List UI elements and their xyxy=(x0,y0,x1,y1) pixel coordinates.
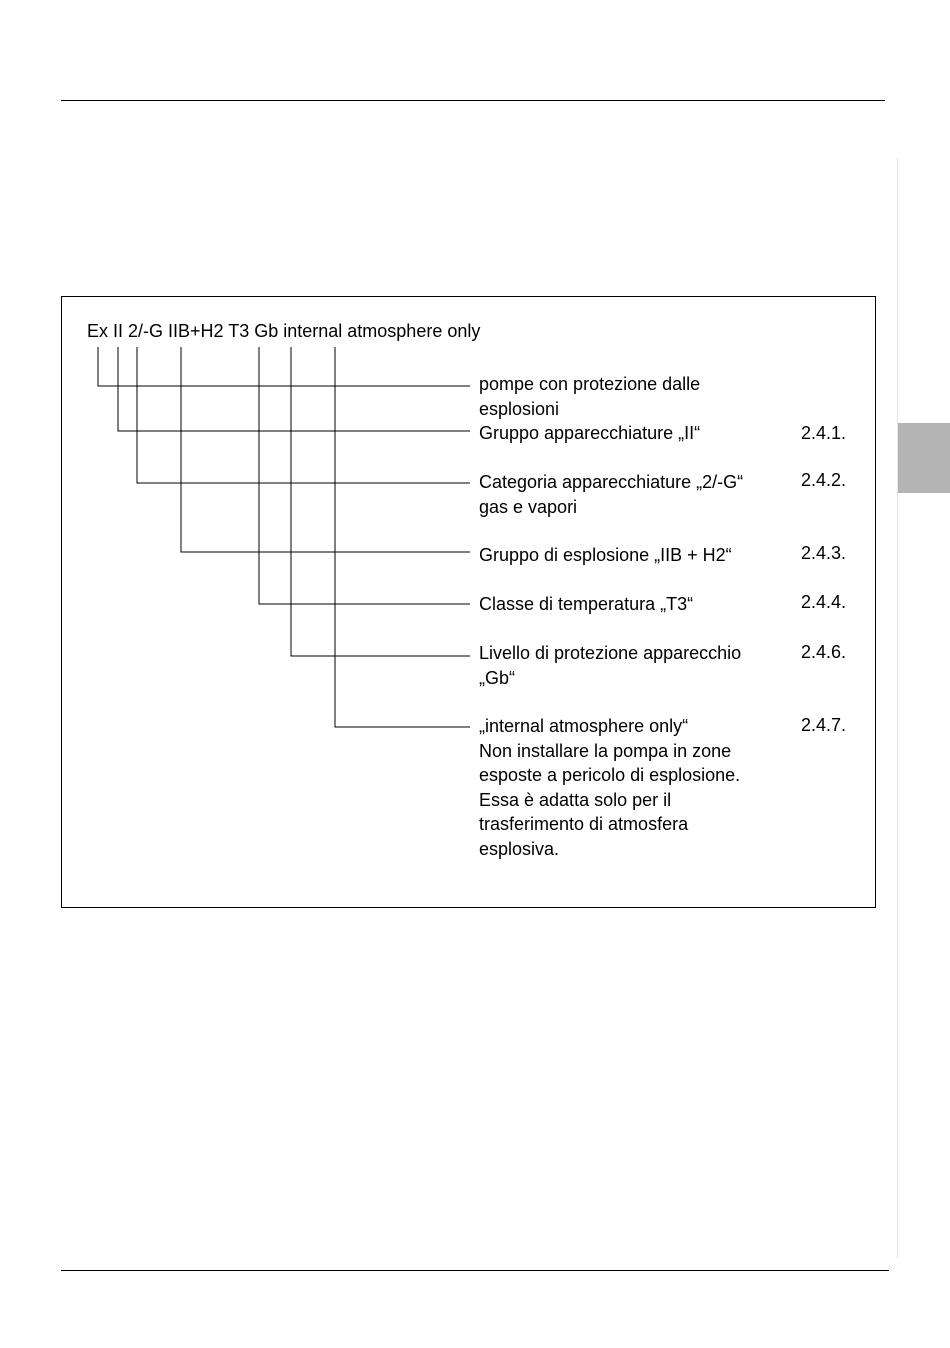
entry-line: esplosioni xyxy=(479,398,560,419)
entry-line: Categoria apparecchiature „2/-G“ xyxy=(479,472,744,492)
section-reference: 2.4.6. xyxy=(801,642,847,662)
entry-description xyxy=(479,592,789,617)
connector-category xyxy=(137,347,470,483)
entry-line: Livello di protezione apparecchio xyxy=(479,643,742,663)
section-reference: 2.4.4. xyxy=(801,592,847,612)
section-reference: 2.4.7. xyxy=(801,715,847,735)
entry-line: Gruppo di esplosione „IIB + H2“ xyxy=(479,545,732,565)
footer-rule xyxy=(61,1270,889,1271)
entry-description xyxy=(479,372,789,421)
entry-line: pompe con protezione dalle xyxy=(479,374,701,394)
section-reference: 2.4.1. xyxy=(801,423,847,443)
entry-description xyxy=(479,543,789,568)
entry-line: Gruppo apparecchiature „II“ xyxy=(479,423,701,443)
entry-line: gas e vapori xyxy=(479,496,578,517)
entry-line: trasferimento di atmosfera xyxy=(479,814,689,835)
atex-marking-code: Ex II 2/-G IIB+H2 T3 Gb internal atmosphere only xyxy=(87,321,481,341)
entry-line: esposte a pericolo di esplosione. xyxy=(479,765,741,786)
entry-line: Classe di temperatura „T3“ xyxy=(479,594,694,614)
section-reference: 2.4.2. xyxy=(801,470,847,490)
entry-description xyxy=(479,641,789,690)
entry-line: Essa è adatta solo per il xyxy=(479,789,672,810)
connector-explosion-group xyxy=(181,347,470,552)
entry-description xyxy=(479,470,789,519)
section-reference: 2.4.3. xyxy=(801,543,847,563)
entry-description xyxy=(479,714,789,862)
connector-ex xyxy=(98,347,470,386)
entry-line: „Gb“ xyxy=(479,667,515,688)
connector-internal-atmosphere xyxy=(335,347,470,727)
entry-line: Non installare la pompa in zone xyxy=(479,740,732,761)
entry-line: „internal atmosphere only“ xyxy=(479,716,689,736)
entry-line: esplosiva. xyxy=(479,838,560,859)
connector-group xyxy=(118,347,470,431)
connector-protection-level xyxy=(291,347,470,656)
entry-description xyxy=(479,421,789,446)
